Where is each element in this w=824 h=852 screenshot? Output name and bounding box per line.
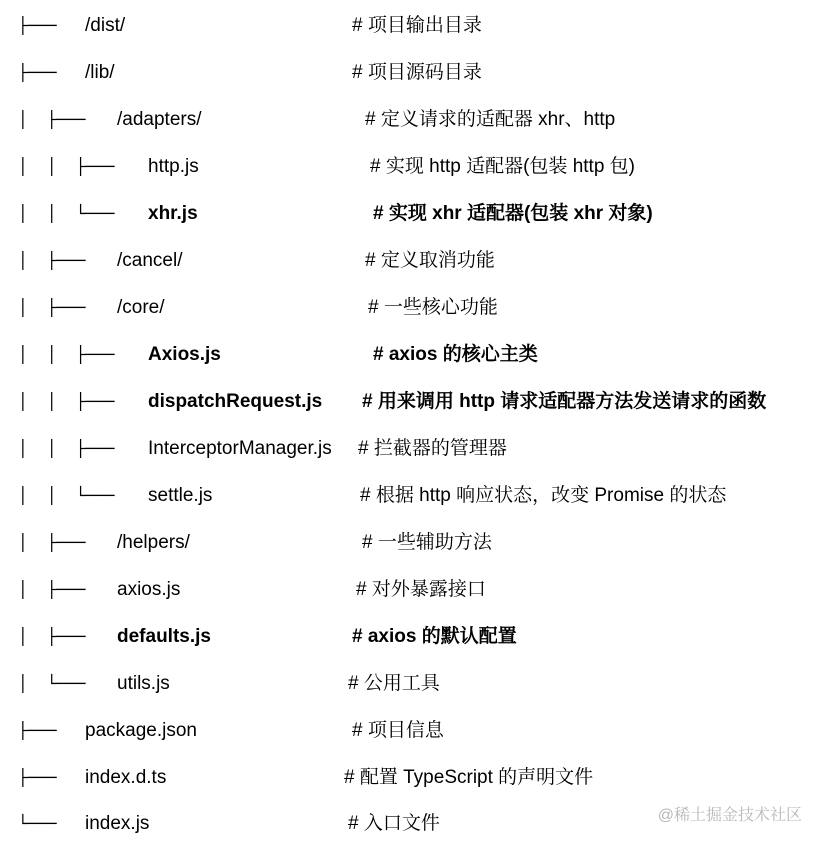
file-comment: # 对外暴露接口 xyxy=(356,579,486,600)
file-comment: # axios 的默认配置 xyxy=(352,626,517,647)
file-comment: # 拦截器的管理器 xyxy=(358,438,507,459)
file-name: /helpers/ xyxy=(117,532,190,553)
file-comment: # 定义请求的适配器 xhr、http xyxy=(365,109,616,130)
tree-row xyxy=(0,531,824,571)
tree-row xyxy=(0,437,824,477)
tree-branch: ├─── xyxy=(18,63,57,82)
file-name: /cancel/ xyxy=(117,250,183,271)
file-comment: # 一些核心功能 xyxy=(368,297,498,318)
file-comment: # 定义取消功能 xyxy=(365,250,495,271)
file-name: /adapters/ xyxy=(117,109,202,130)
tree-row xyxy=(0,719,824,759)
tree-branch: ├─── xyxy=(18,721,57,740)
file-name: index.js xyxy=(85,813,150,834)
file-name: settle.js xyxy=(148,485,213,506)
file-name: dispatchRequest.js xyxy=(148,391,323,412)
tree-branch: │ ├─── xyxy=(18,298,86,317)
tree-row xyxy=(0,155,824,195)
tree-branch: │ │ └─── xyxy=(18,204,115,223)
tree-row xyxy=(0,343,824,383)
tree-branch: │ ├─── xyxy=(18,110,86,129)
file-name: package.json xyxy=(85,720,197,741)
tree-row xyxy=(0,625,824,665)
tree-branch: │ │ ├─── xyxy=(18,157,115,176)
tree-row xyxy=(0,766,824,806)
tree-row xyxy=(0,578,824,618)
tree-row xyxy=(0,61,824,101)
file-comment: # axios 的核心主类 xyxy=(373,344,538,365)
file-comment: # 配置 TypeScript 的声明文件 xyxy=(344,767,594,788)
file-name: xhr.js xyxy=(148,203,198,224)
file-name: utils.js xyxy=(117,673,170,694)
tree-row xyxy=(0,672,824,712)
tree-branch: │ │ ├─── xyxy=(18,392,115,411)
file-name: /lib/ xyxy=(85,62,115,83)
file-comment: # 根据 http 响应状态，改变 Promise 的状态 xyxy=(360,485,727,506)
tree-row xyxy=(0,390,824,430)
tree-branch: │ ├─── xyxy=(18,251,86,270)
tree-branch: │ │ └─── xyxy=(18,486,115,505)
file-comment: # 项目输出目录 xyxy=(352,15,482,36)
tree-branch: ├─── xyxy=(18,768,57,787)
tree-row xyxy=(0,296,824,336)
tree-row xyxy=(0,108,824,148)
tree-row xyxy=(0,484,824,524)
file-comment: # 实现 http 适配器(包装 http 包) xyxy=(370,156,635,177)
file-name: defaults.js xyxy=(117,626,211,647)
file-comment: # 用来调用 http 请求适配器方法发送请求的函数 xyxy=(362,391,767,412)
file-name: axios.js xyxy=(117,579,181,600)
file-comment: # 一些辅助方法 xyxy=(362,532,492,553)
tree-branch: │ │ ├─── xyxy=(18,345,115,364)
tree-branch: │ ├─── xyxy=(18,580,86,599)
tree-row xyxy=(0,249,824,289)
file-name: InterceptorManager.js xyxy=(148,438,332,459)
file-name: Axios.js xyxy=(148,344,221,365)
tree-branch: │ ├─── xyxy=(18,533,86,552)
tree-branch: └─── xyxy=(18,814,57,833)
file-name: /dist/ xyxy=(85,15,126,36)
file-comment: # 公用工具 xyxy=(348,673,440,694)
file-name: index.d.ts xyxy=(85,767,167,788)
watermark: @稀土掘金技术社区 xyxy=(657,807,802,824)
tree-branch: │ └─── xyxy=(18,674,86,693)
tree-branch: │ │ ├─── xyxy=(18,439,115,458)
file-name: http.js xyxy=(148,156,199,177)
file-comment: # 入口文件 xyxy=(348,813,440,834)
file-comment: # 项目信息 xyxy=(352,720,444,741)
tree-branch: │ ├─── xyxy=(18,627,86,646)
tree-branch: ├─── xyxy=(18,16,57,35)
tree-row xyxy=(0,202,824,242)
file-comment: # 实现 xhr 适配器(包装 xhr 对象) xyxy=(373,203,653,224)
file-comment: # 项目源码目录 xyxy=(352,62,482,83)
tree-row xyxy=(0,14,824,54)
file-name: /core/ xyxy=(117,297,165,318)
